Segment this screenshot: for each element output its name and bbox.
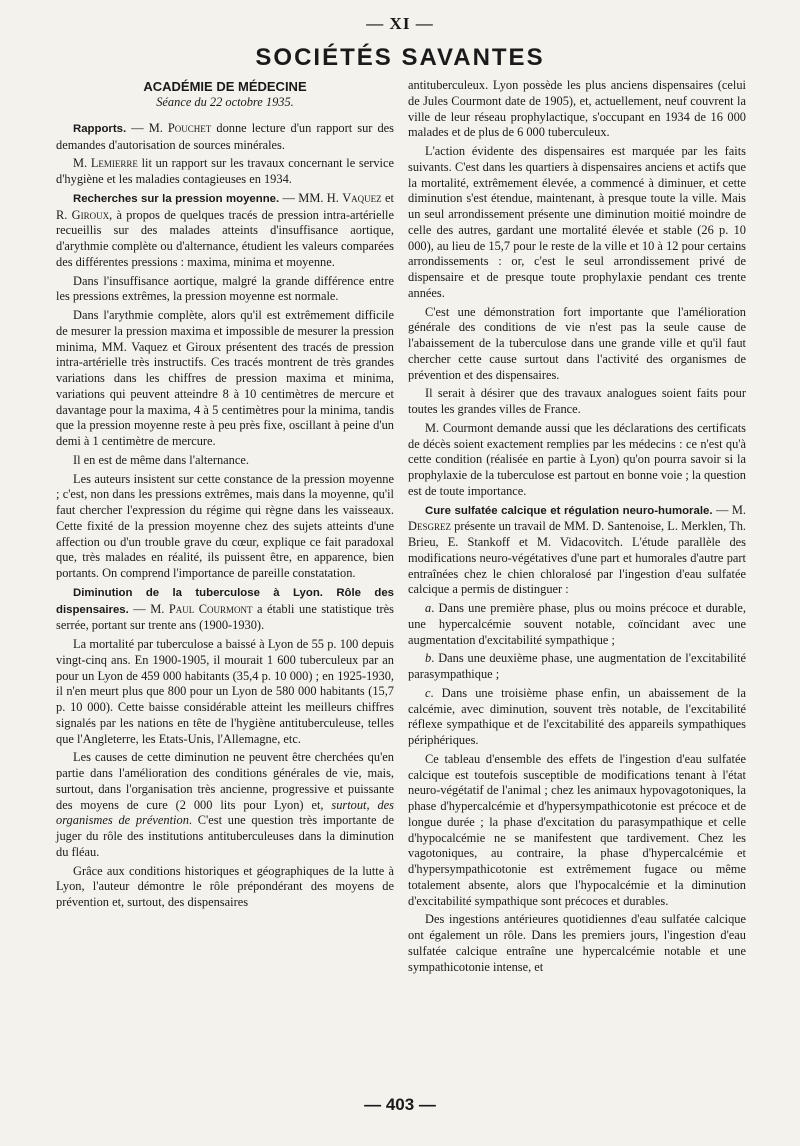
person-name: Giroux (71, 207, 110, 222)
paragraph: Ce tableau d'ensemble des effets de l'ingestion d'eau sulfatée calcique est toutefois susceptible de modifications tenant à l'état neuro-végétatif de l'animal ; chez les animaux hypovagotoniques, la phase d'hypercalcémie et d'hypersympathicotonie est précoce et de longue durée ; la phase d'excitation du parasympathique et celle d'hypocalcémie ne se manifestent que tardivement. Chez les vagotoniques, au contraire, la phase d'hypercalcémie et d'hypersympathicotonie est extrêmement fugace ou même totalement absente, alors que l'hypocalcémie et la diminution d'excitabilité sympathique sont précoces et durables. (408, 751, 746, 908)
session-date: Séance du 22 octobre 1935. (156, 95, 294, 109)
paragraph: La mortalité par tuberculose a baissé à Lyon de 55 p. 100 depuis vingt-cinq ans. En 1900-1905, il mourait 1 600 tuberculeux par an pour un Lyon de 459 000 habitants (35,4 p. 10 000) ; en 1925-1930, il n'en meurt plus que 800 pour un Lyon de 580 000 habitants (15,7 p. 10 000). Cette baisse considérable atteint les meilleurs chiffres signalés par les nations en tête de l'hygiène antituberculeuse, telles que l'Angleterre, les Etats-Unis, l'Allemagne, etc. (56, 637, 394, 746)
emphasis: surtout, des organismes de prévention (56, 797, 394, 828)
person-name: Paul Courmont (168, 601, 253, 616)
section-title: ACADÉMIE DE MÉDECINE (143, 79, 307, 94)
paragraph: Il en est de même dans l'alternance. (73, 452, 249, 467)
person-name: Pouchet (167, 120, 212, 135)
paragraph-cure-sulfatee: Cure sulfatée calcique et régulation neuro-humorale. — M. Desgrez présente un travail de MM. D. Santenoise, L. Merklen, Th. Brieu, E. Stankoff et M. Vidacovitch. L'étude parallèle des modifications neuro-végétatives d'une part et humorales d'autre part entraînées chez le chien chloralosé par l'ingestion d'eau sulfatée calcique a permis de distinguer : (408, 502, 746, 597)
left-column (56, 78, 394, 914)
paragraph-pression-moyenne: Recherches sur la pression moyenne. — MM. H. Vaquez et R. Giroux, à propos de quelques tracés de pression intra-artérielle recueillis sur des malades atteints d'insuffisance aortique, d'arythmie complète ou d'alternance, étudient les valeurs comparées des différentes pressions : maxima, minima et moyenne. (56, 190, 394, 269)
paragraph: antituberculeux. Lyon possède les plus anciens dispensaires (celui de Jules Courmont date de 1905), et, actuellement, neuf couvrent la ville de leur réseau prophylactique, s'occupant en 1934 de 16 000 malades et de plus de 6 000 tuberculeux. (408, 78, 746, 140)
page-number: — 403 — (364, 1095, 436, 1114)
list-item: a. Dans une première phase, plus ou moins précoce et durable, une hypercalcémie souvent notable, coïncidant avec une augmentation d'excitabilité sympathique ; (408, 601, 746, 647)
paragraph: M. Lemierre lit un rapport sur les travaux concernant le service d'hygiène et les maladies contagieuses en 1934. (56, 156, 394, 186)
paragraph: M. Courmont demande aussi que les déclarations des certificats de décès soient exactement remplies par les médecins : ce n'est qu'à cette condition (réalisée en partie à Lyon) qu'on pourra savoir si la prophylaxie de la tuberculose est partout en bonne voie ; la question est de toute importance. (408, 420, 746, 498)
paragraph: Les auteurs insistent sur cette constance de la pression moyenne ; c'est, non dans les pressions extrêmes, mais dans la moyenne, qu'il faut chercher l'expression du régime qui règne dans les vaisseaux. Cette fixité de la pression moyenne chez des sujets atteints d'une affection ou d'un trouble grave du cœur, explique ce fait paradoxal que, très malades en réalité, ils puissent être, en apparence, bien portants. On comprend l'importance de pareille constatation. (56, 471, 394, 580)
subsection-heading: Cure sulfatée calcique et régulation neuro-humorale. (425, 504, 713, 517)
paragraph: Les causes de cette diminution ne peuvent être cherchées qu'en partie dans l'amélioration des conditions générales de vie, mais, surtout, dans l'organisation très ancienne, progressive et puissante des moyens de cure (2 000 lits pour Lyon) et, surtout, des organismes de prévention. C'est une question très importante de juger du rôle des institutions antituberculeuses dans la diminution du fléau. (56, 750, 394, 859)
paragraph: Grâce aux conditions historiques et géographiques de la lutte à Lyon, l'auteur démontre le rôle prépondérant des moyens de prévention et, surtout, des dispensaires (56, 863, 394, 909)
list-item: b. Dans une deuxième phase, une augmentation de l'excitabilité parasympathique ; (408, 651, 746, 681)
paragraph: C'est une démonstration fort importante que l'amélioration générale des conditions de vie n'est pas la seule cause de l'abaissement de la tuberculose dans une grande ville et qu'il faut chercher cette cause surtout dans l'activité des organismes de prévention et des dispensaires. (408, 304, 746, 382)
person-name: Vaquez (342, 190, 382, 205)
person-name: Lemierre (90, 156, 138, 171)
subsection-heading: Rapports. (73, 122, 127, 135)
section-roman-numeral: — XI — (366, 14, 434, 33)
paragraph: Dans l'arythmie complète, alors qu'il est extrêmement difficile de mesurer la pression maxima et impossible de mesurer la pression minima, MM. Vaquez et Giroux présentent des tracés de pression intra-artérielle très instructifs. Ces tracés montrent de très grandes variations dans les chiffres de pression maxima et minima, variations qui peuvent atteindre 8 à 10 centimètres de mercure et davantage pour la maxima, 4 à 5 centimètres pour la minima, tandis que la pression moyenne reste à peu près fixe, oscillant à peine d'un demi à 1 centimètre de mercure. (56, 308, 394, 448)
paragraph: Dans l'insuffisance aortique, malgré la grande différence entre les pressions extrêmes, la pression moyenne est normale. (56, 273, 394, 304)
person-name: Desgrez (408, 519, 451, 534)
subsection-heading: Recherches sur la pression moyenne. (73, 192, 280, 205)
paragraph: Il serait à désirer que des travaux analogues soient faits pour toutes les grandes villes de France. (408, 386, 746, 416)
paragraph-tuberculose-lyon: Diminution de la tuberculose à Lyon. Rôle des dispensaires. — M. Paul Courmont a établi une statistique très serrée, portant sur trente ans (1900-1930). (56, 586, 394, 633)
list-item: c. Dans une troisième phase enfin, un abaissement de la calcémie, avec diminution, souvent très notable, de l'excitabilité réflexe sympathique et de l'excitabilité des appareils sympathiques périphériques. (408, 685, 746, 747)
page-title: SOCIÉTÉS SAVANTES (255, 44, 545, 71)
paragraph-rapports: Rapports. — M. Pouchet donne lecture d'un rapport sur des demandes d'autorisation de sources minérales. (56, 120, 394, 152)
subsection-heading: Diminution de la tuberculose à Lyon. Rôle des dispensaires. (56, 586, 394, 616)
list-letter: a (425, 601, 432, 615)
list-letter: b (425, 651, 432, 666)
list-letter: c (425, 685, 431, 700)
paragraph: Des ingestions antérieures quotidiennes d'eau sulfatée calcique ont également un rôle. Dans les premiers jours, l'ingestion d'eau sulfatée calcique entraîne une hypercalcémie notable et une sympathicotonie intense, et (408, 912, 746, 974)
paragraph: L'action évidente des dispensaires est marquée par les faits suivants. C'est dans les quartiers à dispensaires anciens et actifs que la mortalité, extrêmement élevée, a commencé à diminuer, et cette diminution s'est étendue, maintenant, à presque toute la ville. Mais un seul arrondissement présente une diminution moitié moindre de celle des autres, gardant une mortalité élevée et stable (26 p. 10 000), au lieu de 15,7 pour le reste de la ville et 10 à 12 pour certains arrondissements : or, c'est le seul arrondissement privé de dispensaire et de presque toute prophylaxie pendant ces trente années. (408, 144, 746, 300)
right-column (408, 78, 746, 978)
